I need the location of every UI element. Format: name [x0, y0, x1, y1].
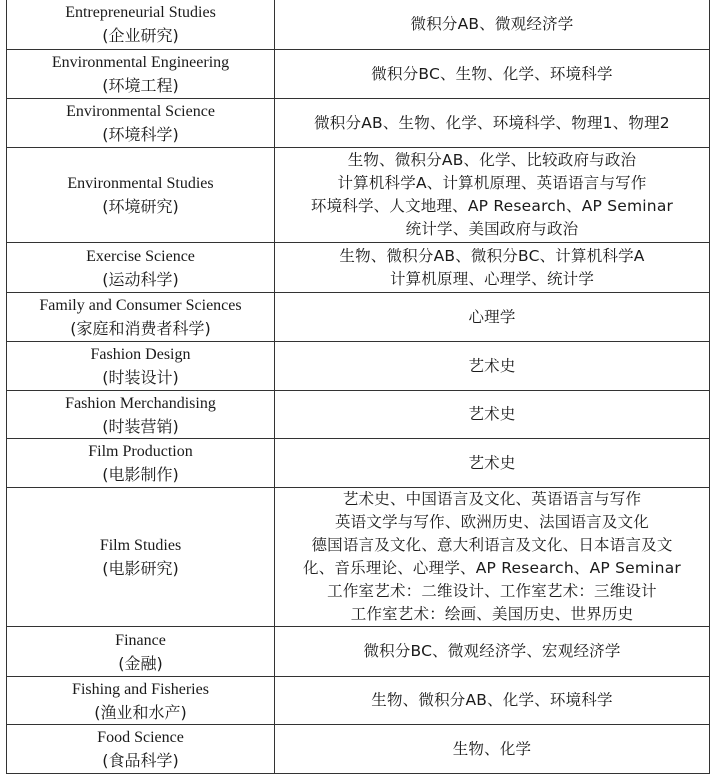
major-cell — [7, 342, 275, 391]
course-line: 艺术史 — [468, 356, 516, 375]
major-cell — [7, 725, 275, 774]
major-name-zh: (时装营销) — [102, 416, 179, 436]
table-row — [7, 488, 710, 627]
major-cell — [7, 243, 275, 293]
course-line: 生物、微积分AB、微积分BC、计算机科学A — [339, 246, 645, 265]
course-line: 艺术史 — [468, 405, 516, 423]
major-name-zh: (运动科学) — [102, 269, 179, 289]
major-name-zh: (环境工程) — [102, 76, 179, 95]
major-name-zh: (食品科学) — [102, 751, 179, 770]
major-cell — [7, 0, 275, 50]
table-row — [7, 99, 710, 148]
course-line: 环境科学、人文地理、AP Research、AP Seminar — [310, 197, 674, 215]
major-cell — [7, 627, 275, 677]
course-line: 英语文学与写作、欧洲历史、法国语言及文化 — [334, 513, 649, 531]
course-line: 艺术史 — [468, 453, 516, 472]
major-name-en: Finance — [115, 631, 166, 649]
table-row — [7, 627, 710, 677]
table-row — [7, 439, 710, 488]
table-row — [7, 725, 710, 774]
major-name-en: Film Production — [88, 443, 193, 460]
major-name-zh: (金融) — [118, 653, 163, 673]
major-name-zh: (家庭和消费者科学) — [70, 319, 211, 338]
course-cell — [275, 342, 710, 391]
course-line: 心理学 — [468, 307, 516, 326]
major-cell — [7, 99, 275, 148]
major-cell — [7, 148, 275, 243]
table-row — [7, 677, 710, 725]
major-name-zh: (电影研究) — [102, 559, 179, 578]
table-row — [7, 243, 710, 293]
major-name-en: Film Studies — [99, 537, 182, 554]
table-row — [7, 391, 710, 439]
course-line: 统计学、美国政府与政治 — [405, 220, 579, 238]
major-cell — [7, 439, 275, 488]
course-line: 艺术史、中国语言及文化、英语语言与写作 — [342, 490, 642, 508]
course-line: 计算机科学A、计算机原理、英语语言与写作 — [337, 174, 647, 192]
major-name-en: Exercise Science — [86, 247, 195, 265]
course-line: 化、音乐理论、心理学、AP Research、AP Seminar — [303, 559, 681, 577]
major-name-en: Fashion Design — [90, 346, 191, 363]
course-line: 微积分BC、微观经济学、宏观经济学 — [363, 642, 621, 660]
major-name-en: Food Science — [97, 729, 184, 746]
course-line: 微积分BC、生物、化学、环境科学 — [371, 64, 613, 83]
course-line: 微积分AB、微观经济学 — [410, 14, 574, 33]
course-cell — [275, 488, 710, 627]
major-cell — [7, 50, 275, 99]
course-line: 计算机原理、心理学、统计学 — [389, 269, 595, 288]
course-cell — [275, 293, 710, 342]
course-line: 生物、微积分AB、化学、环境科学 — [371, 691, 613, 709]
course-line: 工作室艺术：绘画、美国历史、世界历史 — [350, 605, 634, 623]
course-cell — [275, 439, 710, 488]
table-row — [7, 50, 710, 99]
course-cell — [275, 677, 710, 725]
course-line: 生物、化学 — [452, 739, 532, 758]
major-name-en: Entrepreneurial Studies — [65, 4, 216, 21]
course-cell — [275, 148, 710, 243]
major-name-zh: (电影制作) — [102, 465, 179, 484]
major-cell — [7, 488, 275, 627]
major-cell — [7, 677, 275, 725]
major-name-en: Fashion Merchandising — [65, 394, 216, 412]
table-row — [7, 148, 710, 243]
major-name-zh: (时装设计) — [102, 368, 179, 387]
course-cell — [275, 725, 710, 774]
major-name-en: Environmental Science — [66, 103, 215, 120]
course-line: 德国语言及文化、意大利语言及文化、日本语言及文 — [311, 536, 673, 554]
course-cell — [275, 627, 710, 677]
course-cell — [275, 391, 710, 439]
major-name-en: Fishing and Fisheries — [72, 680, 209, 698]
course-line: 工作室艺术：二维设计、工作室艺术：三维设计 — [327, 582, 657, 600]
course-cell — [275, 99, 710, 148]
major-name-zh: (环境研究) — [102, 197, 179, 216]
table-body — [7, 0, 710, 774]
major-cell — [7, 391, 275, 439]
table-row — [7, 0, 710, 50]
course-cell — [275, 0, 710, 50]
course-cell — [275, 243, 710, 293]
course-line: 微积分AB、生物、化学、环境科学、物理1、物理2 — [314, 113, 670, 132]
major-course-table — [6, 0, 710, 774]
major-name-zh: (渔业和水产) — [94, 702, 187, 722]
major-name-en: Environmental Studies — [67, 175, 214, 192]
major-name-en: Family and Consumer Sciences — [39, 297, 242, 314]
major-cell — [7, 293, 275, 342]
major-name-zh: (企业研究) — [102, 26, 179, 45]
major-name-zh: (环境科学) — [102, 125, 179, 144]
course-cell — [275, 50, 710, 99]
table-row — [7, 293, 710, 342]
major-name-en: Environmental Engineering — [51, 54, 230, 71]
course-line: 生物、微积分AB、化学、比较政府与政治 — [347, 151, 637, 169]
table-row — [7, 342, 710, 391]
